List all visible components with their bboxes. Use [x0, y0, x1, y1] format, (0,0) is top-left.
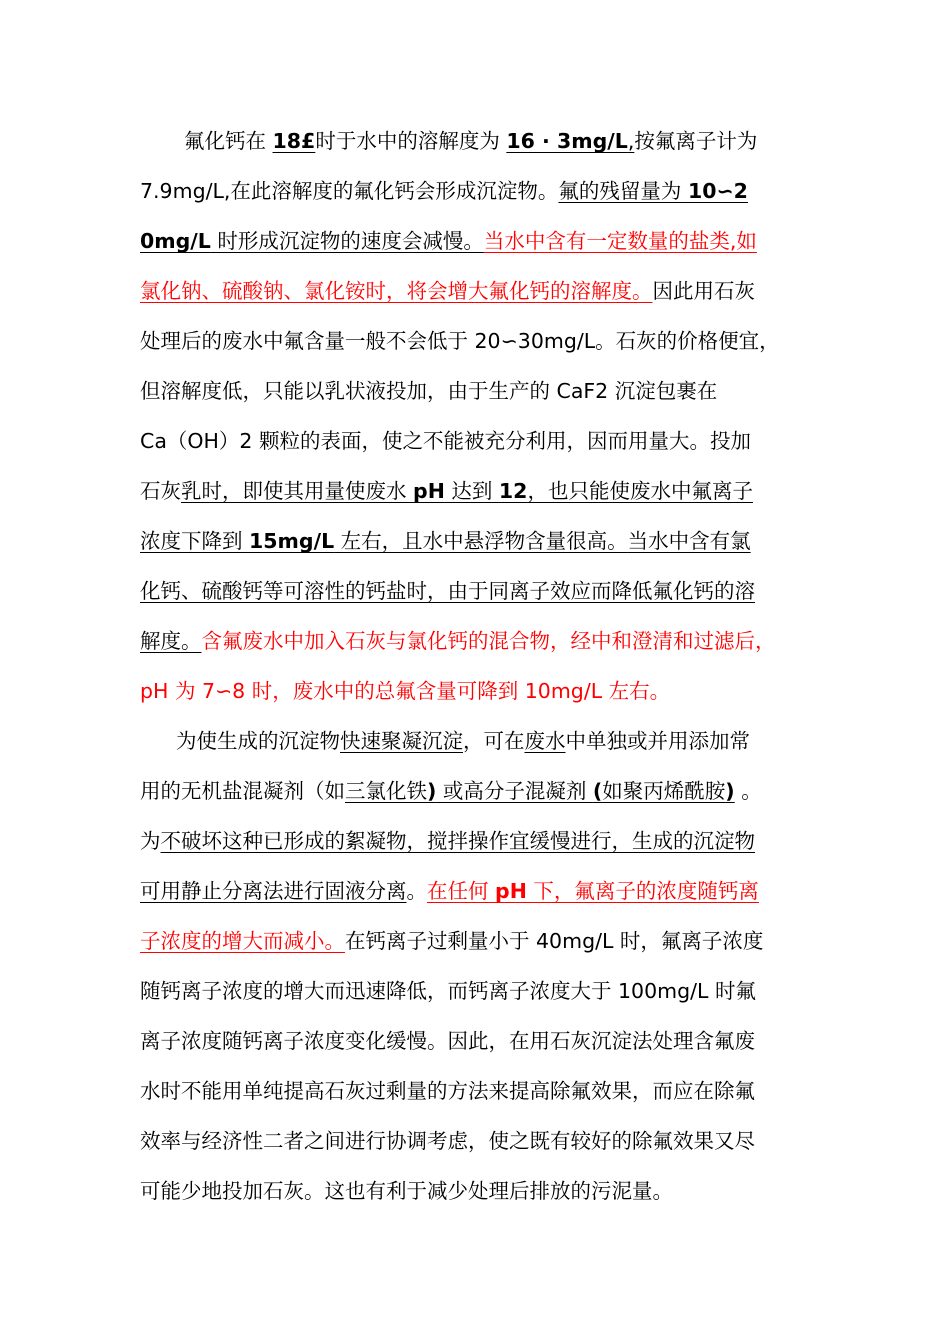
text-run: 含氟废水中加入石灰与氯化钙的混合物，经中和澄清和过滤后，	[201, 629, 776, 653]
text-run: 离子浓度随钙离子浓度变化缓慢。因此，在用石灰沉淀法处理含氟废	[140, 1029, 755, 1053]
text-run: 。	[734, 779, 762, 803]
text-line	[140, 826, 755, 856]
text-line	[184, 126, 757, 156]
text-run: 16 · 3mg/L	[506, 129, 628, 153]
text-run: 石灰	[140, 479, 181, 503]
text-line	[140, 1026, 755, 1056]
text-run: 18£	[272, 129, 316, 153]
text-run: ,	[627, 129, 635, 153]
text-line	[140, 376, 717, 406]
text-run: 可能少地投加石灰。这也有利于减少处理后排放的污泥量。	[140, 1179, 673, 1203]
text-run: (	[592, 779, 603, 803]
text-run: 7.9mg/L,在此溶解度的氟化钙会形成沉淀物。	[140, 179, 559, 203]
text-run: 10∽2	[687, 179, 748, 203]
text-line	[140, 426, 751, 456]
text-line	[140, 276, 755, 306]
text-run: 中单独或并用添加常	[565, 729, 750, 753]
text-run: 。	[406, 879, 427, 903]
text-run: pH 为 7∽8 时，废水中的总氟含量可降到 10mg/L 左右。	[140, 679, 671, 703]
text-run: 下，氟离子的浓度随钙离	[526, 879, 759, 903]
text-run: 0mg/L	[140, 229, 211, 253]
text-line	[140, 776, 762, 806]
text-line	[140, 1176, 673, 1206]
text-run: 氟的残留量为	[558, 179, 688, 203]
text-run: 在任何	[427, 879, 496, 903]
text-run: 当水中含有一定数量的盐类,如	[483, 229, 757, 253]
text-run: )	[725, 779, 735, 803]
text-line	[140, 176, 748, 206]
text-run: 时形成沉淀物的速度会减慢。	[210, 229, 484, 253]
text-run: 或高分子混凝剂	[436, 779, 593, 803]
text-line	[140, 1126, 755, 1156]
text-run: 子浓度的增大而减小。	[140, 929, 345, 953]
text-run: 为使生成的沉淀物	[176, 729, 340, 753]
text-run: 处理后的废水中氟含量一般不会低于 20∽30mg/L。石灰的价格便宜，	[140, 329, 780, 353]
text-run: 随钙离子浓度的增大而迅速降低，而钙离子浓度大于 100mg/L 时氟	[140, 979, 756, 1003]
text-run: )	[427, 779, 437, 803]
text-run: 按氟离子计为	[634, 129, 758, 153]
text-line	[140, 476, 753, 506]
text-run: 化钙、硫酸钙等可溶性的钙盐时，由于同离子效应而降低氟化钙的溶	[140, 579, 755, 603]
text-run: 因此用石灰	[652, 279, 755, 303]
text-line	[176, 726, 750, 756]
text-run: 15mg/L	[249, 529, 335, 553]
text-line	[140, 876, 759, 906]
text-run: 废水	[524, 729, 566, 753]
text-line	[140, 626, 776, 656]
text-run: 为	[140, 829, 161, 853]
text-run: ，可在	[463, 729, 525, 753]
text-run: 当水中含有氯	[627, 529, 751, 553]
text-line	[140, 1076, 755, 1106]
text-run: 浓度下降到	[140, 529, 250, 553]
text-line	[140, 976, 756, 1006]
text-run: 如聚丙烯酰胺	[602, 779, 726, 803]
text-run: ，也只能使废水中氟离子	[527, 479, 753, 503]
text-run: 快速聚凝沉淀	[340, 729, 463, 753]
text-run: pH	[495, 879, 527, 903]
text-run: 乳时，即使其用量使废水	[181, 479, 414, 503]
text-run: 但溶解度低，只能以乳状液投加，由于生产的 CaF2 沉淀包裹在	[140, 379, 718, 403]
text-line	[140, 526, 751, 556]
text-run: 水时不能用单纯提高石灰过剩量的方法来提高除氟效果，而应在除氟	[140, 1079, 755, 1103]
text-run: 氯化钠、硫酸钠、氯化铵时，将会增大氟化钙的溶解度。	[140, 279, 653, 303]
text-run: 氟化钙在	[184, 129, 273, 153]
text-run: 不破坏这种已形成的絮凝物，搅拌操作宜缓慢进行，生成的沉淀物	[160, 829, 755, 853]
text-run: 12	[498, 479, 528, 503]
text-line	[140, 226, 757, 256]
text-run: 效率与经济性二者之间进行协调考虑，使之既有较好的除氟效果又尽	[140, 1129, 755, 1153]
text-line	[140, 926, 763, 956]
text-run: 三氯化铁	[345, 779, 427, 803]
text-run: 在钙离子过剩量小于 40mg/L 时，氟离子浓度	[345, 929, 764, 953]
text-line	[140, 326, 780, 356]
text-run: 可用静止分离法进行固液分离	[140, 879, 407, 903]
text-line	[140, 676, 670, 706]
text-run: 左右，且水中悬浮物含量很高。	[334, 529, 628, 553]
text-run: 时于水中的溶解度为	[315, 129, 507, 153]
text-line	[140, 576, 755, 606]
text-run: 解度。	[140, 629, 202, 653]
text-run: 达到	[444, 479, 499, 503]
text-run: 用的无机盐混凝剂（如	[140, 779, 345, 803]
text-run: Ca（OH）2 颗粒的表面，使之不能被充分利用，因而用量大。投加	[140, 429, 751, 453]
text-run: pH	[413, 479, 445, 503]
